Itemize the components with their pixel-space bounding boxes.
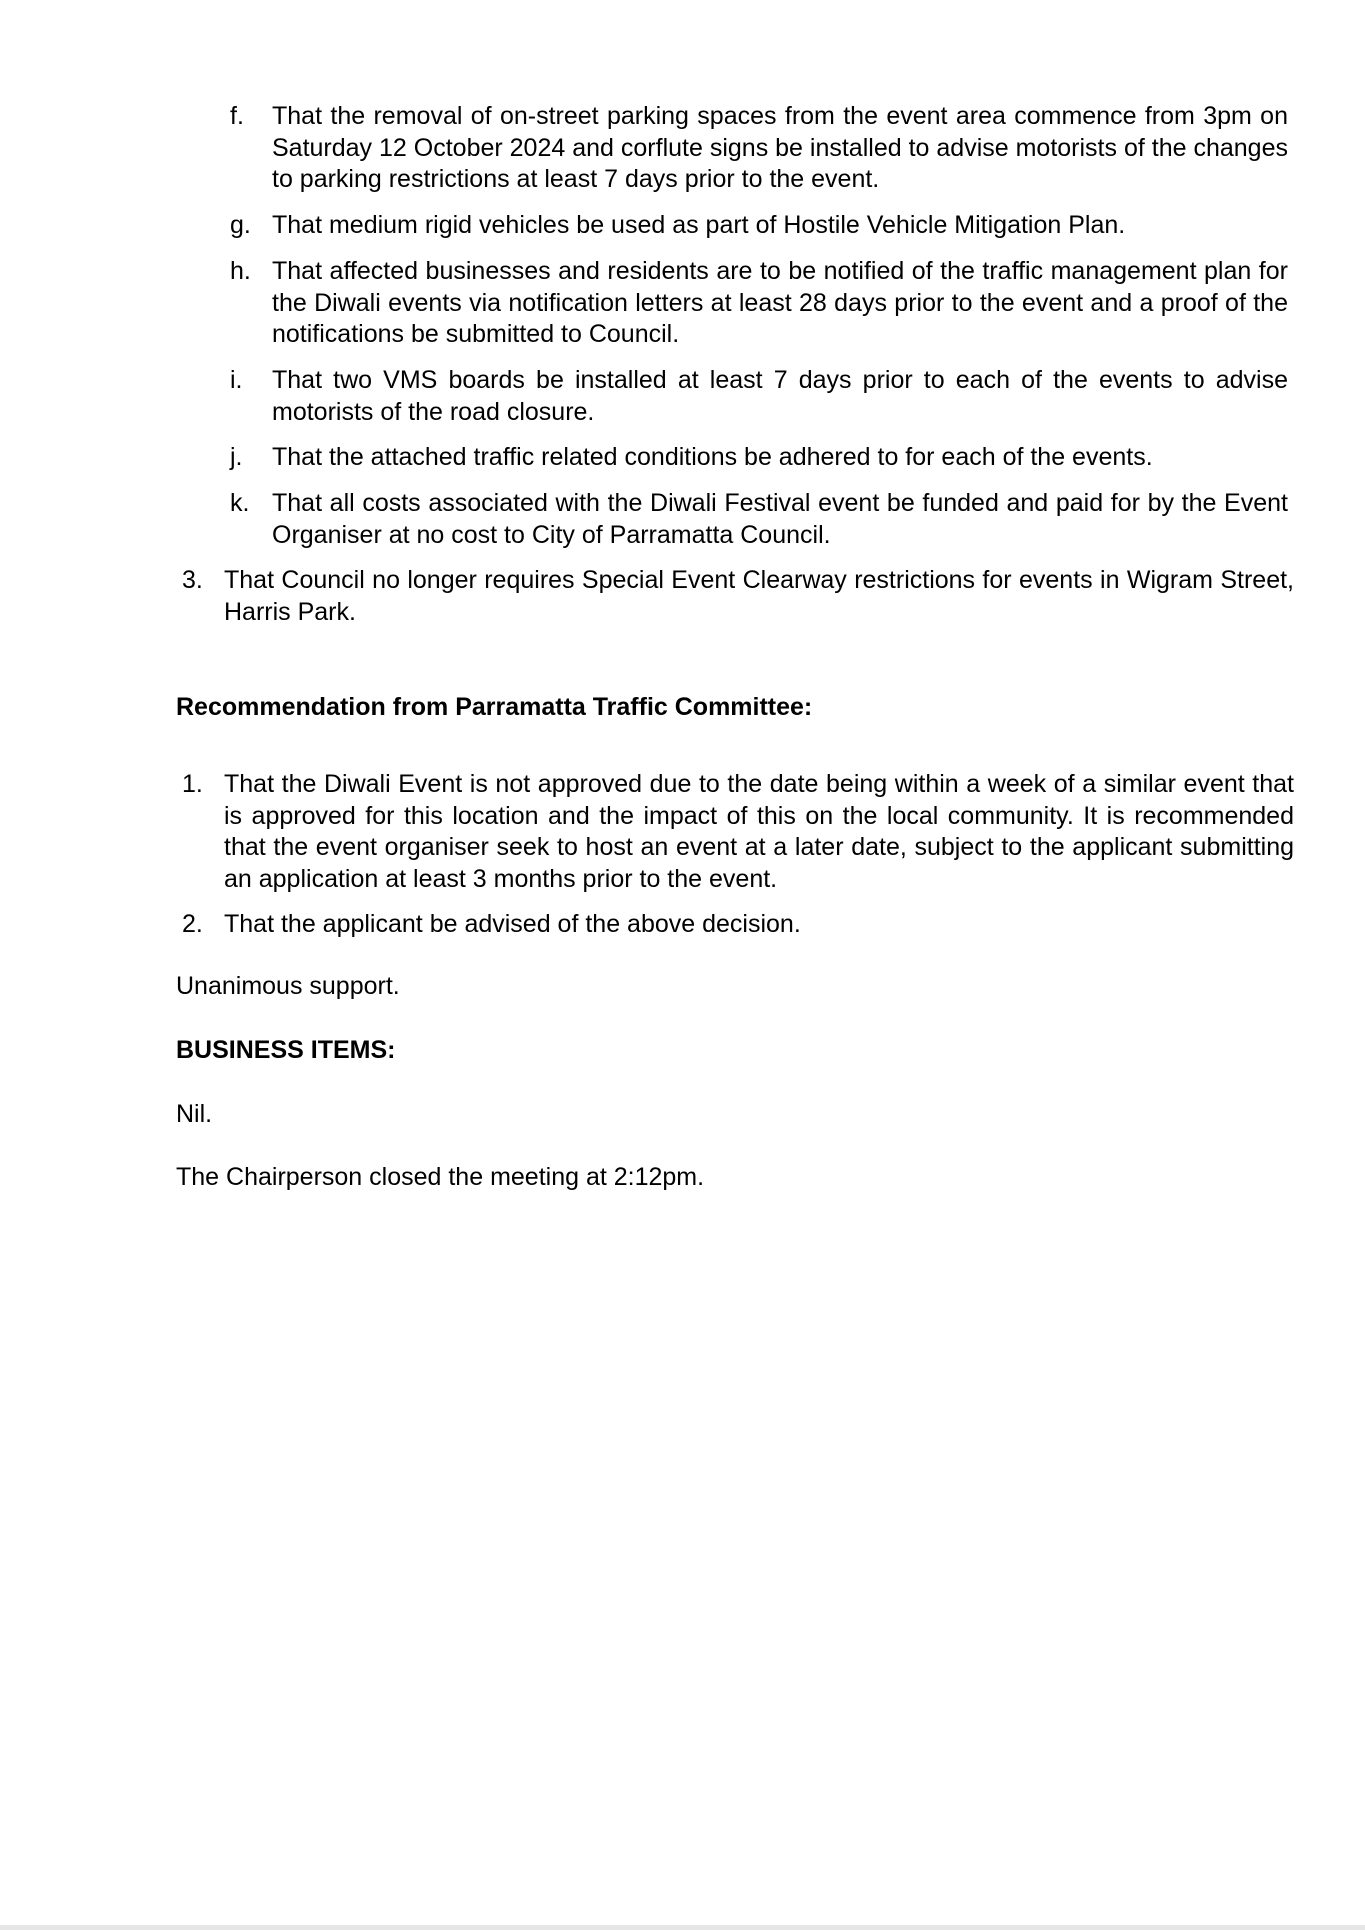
list-item-text: That affected businesses and residents are to be notified of the traffic management plan for the Diwali events via notification letters at least 28 days prior to the event and a proof of the notifications be submitted to Council. bbox=[272, 257, 1288, 348]
list-marker: h. bbox=[230, 257, 251, 285]
list-item-text: That the removal of on-street parking spaces from the event area commence from 3pm on Saturday 12 October 2024 and corflute signs be installed to advise motorists of the changes to parking restrictions at least 7 days prior to the event. bbox=[272, 102, 1288, 193]
list-marker: g. bbox=[230, 211, 251, 239]
list-item-text: That all costs associated with the Diwali Festival event be funded and paid for by the Event Organiser at no cost to City of Parramatta Council. bbox=[272, 489, 1288, 549]
section-heading: Recommendation from Parramatta Traffic Committee: bbox=[176, 693, 813, 721]
list-item-text: That the attached traffic related conditions be adhered to for each of the events. bbox=[272, 443, 1153, 471]
page-bottom-edge bbox=[0, 1925, 1365, 1930]
list-item-text: That the applicant be advised of the above decision. bbox=[224, 910, 801, 938]
business-text: Nil. bbox=[176, 1100, 213, 1128]
list-marker: 3. bbox=[182, 566, 203, 594]
list-marker: j. bbox=[230, 443, 243, 471]
support-text: Unanimous support. bbox=[176, 972, 400, 1000]
list-item-text: That the Diwali Event is not approved due to the date being within a week of a similar event that is approved for this location and the impact of this on the local community. It is recommended that the event organiser seek to host an event at a later date, subject to the applicant submitting an application at least 3 months prior to the event. bbox=[224, 770, 1294, 893]
list-item-text: That two VMS boards be installed at least 7 days prior to each of the events to advise motorists of the road closure. bbox=[272, 366, 1288, 426]
list-marker: f. bbox=[230, 102, 244, 130]
list-marker: 1. bbox=[182, 770, 203, 798]
list-marker: k. bbox=[230, 489, 250, 517]
closing-text: The Chairperson closed the meeting at 2:12pm. bbox=[176, 1163, 705, 1191]
list-marker: 2. bbox=[182, 910, 203, 938]
list-marker: i. bbox=[230, 366, 243, 394]
section-heading: BUSINESS ITEMS: bbox=[176, 1036, 396, 1064]
list-item-text: That Council no longer requires Special Event Clearway restrictions for events in Wigram Street, Harris Park. bbox=[224, 566, 1294, 626]
list-item-text: That medium rigid vehicles be used as part of Hostile Vehicle Mitigation Plan. bbox=[272, 211, 1126, 239]
